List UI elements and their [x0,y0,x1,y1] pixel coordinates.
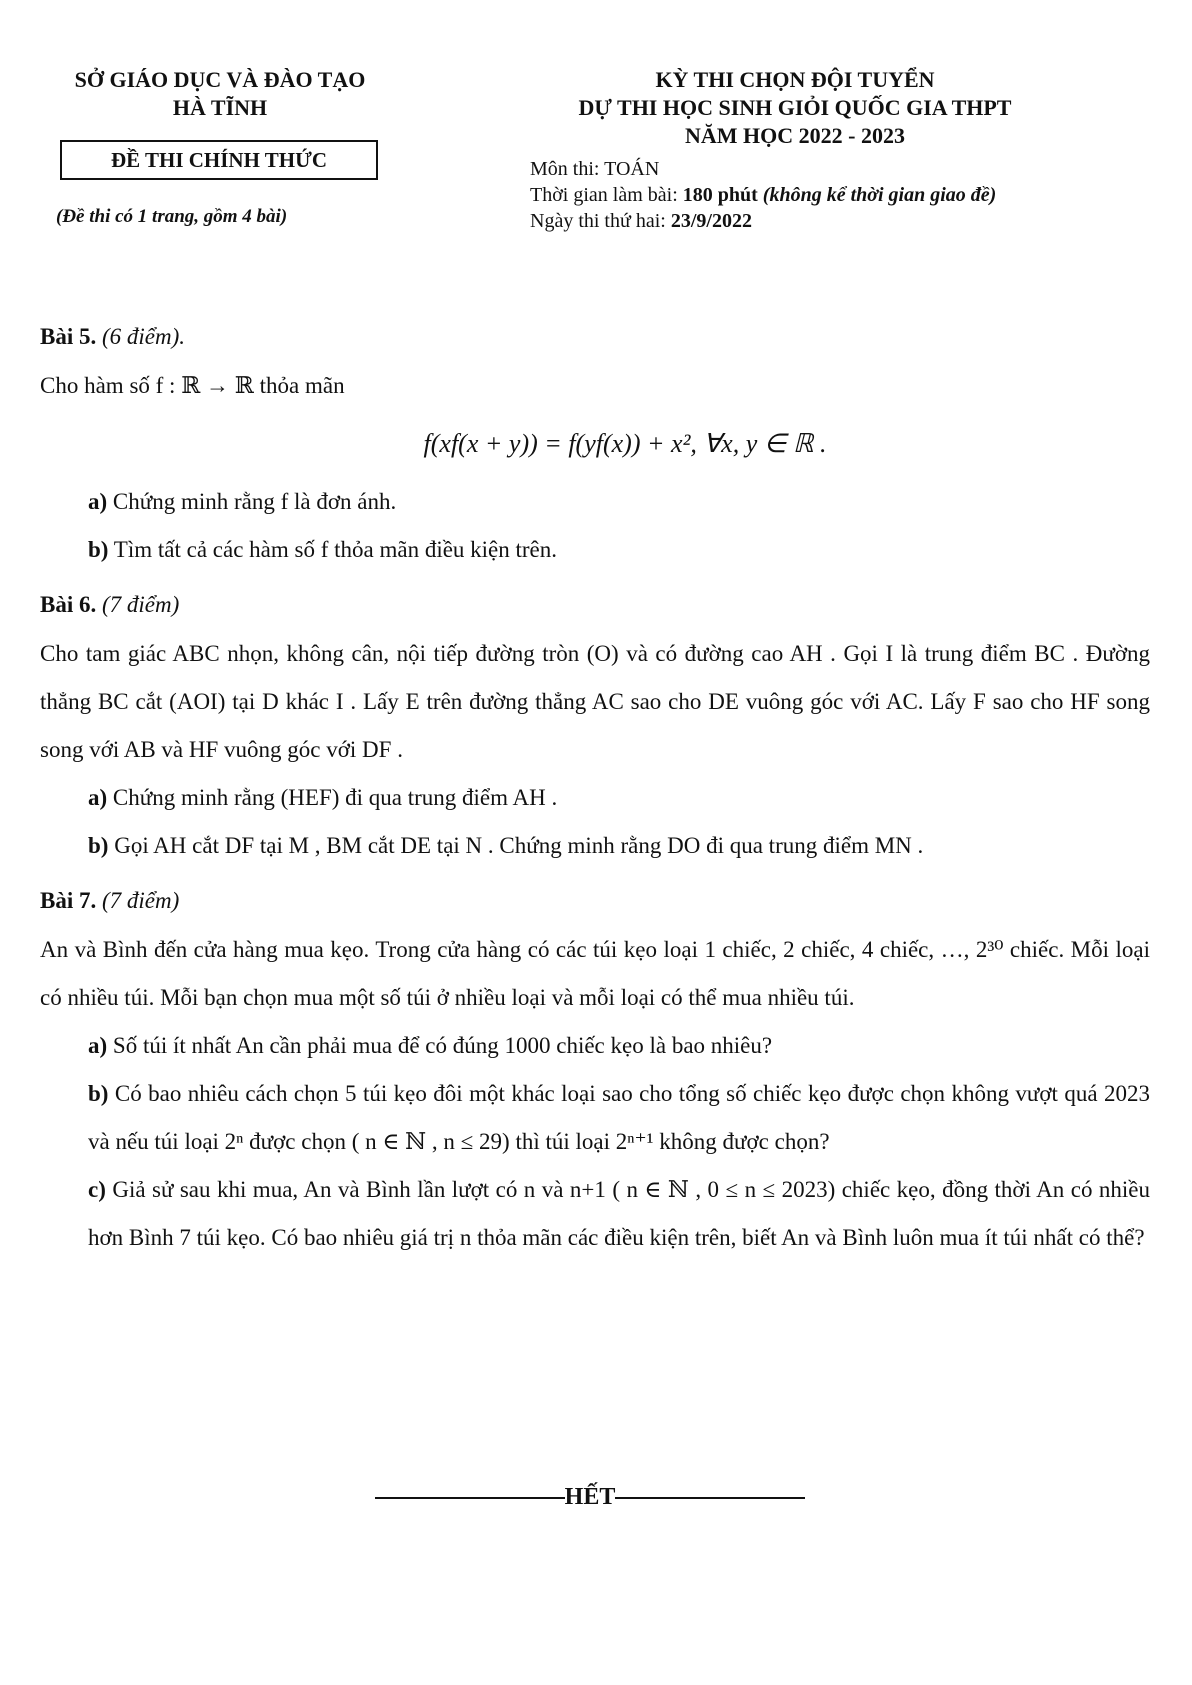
problem-7-number: Bài 7. [40,888,97,913]
problem-5-number: Bài 5. [40,324,97,349]
part-label: c) [88,1177,106,1202]
time-line [530,184,996,207]
part-text: Tìm tất cả các hàm số f thỏa mãn điều kiện trên. [113,537,558,562]
problem-7-part-a [40,1022,1150,1070]
page-count-note: (Đề thi có 1 trang, gồm 4 bài) [56,206,288,227]
school-year: NĂM HỌC 2022 - 2023 [685,123,905,148]
problem-7-intro: An và Bình đến cửa hàng mua kẹo. Trong cửa hàng có các túi kẹo loại 1 chiếc, 2 chiếc, 4 chiếc, …, 2³⁰ chiếc. Mỗi loại có nhiều túi. Mỗi bạn chọn mua một số túi ở nhiều loại và mỗi loại có thể mua nhiều túi. [40,937,1150,1010]
part-text: Chứng minh rằng (HEF) đi qua trung điểm AH . [112,785,558,810]
problem-6-points: (7 điểm) [101,592,180,617]
part-label: a) [88,1033,108,1058]
header-left [40,66,400,122]
part-label: b) [88,833,109,858]
part-text: Chứng minh rằng f là đơn ánh. [112,489,397,514]
date-line [530,210,752,233]
exam-title-line-1: KỲ THI CHỌN ĐỘI TUYỂN [655,67,935,92]
part-label: a) [88,489,108,514]
part-text: Giả sử sau khi mua, An và Bình lần lượt có n và n+1 ( n ∈ ℕ , 0 ≤ n ≤ 2023) chiếc kẹo, đồng thời An có nhiều hơn Bình 7 túi kẹo. Có bao nhiêu giá trị n thỏa mãn các điều kiện trên, biết An và Bình luôn mua ít túi nhất có thể? [88,1177,1150,1250]
problem-7-part-c [40,1166,1150,1262]
org-line-2: HÀ TĨNH [172,95,268,120]
time-value: 180 phút [682,184,758,206]
part-text: Số túi ít nhất An cần phải mua để có đúng 1000 chiếc kẹo là bao nhiêu? [112,1033,773,1058]
divider-left [375,1497,565,1499]
org-line-1: SỞ GIÁO DỤC VÀ ĐÀO TẠO [74,67,366,92]
part-text: Có bao nhiêu cách chọn 5 túi kẹo đôi một khác loại sao cho tổng số chiếc kẹo được chọn không vượt quá 2023 và nếu túi loại 2ⁿ được chọn ( n ∈ ℕ , n ≤ 29) thì túi loại 2ⁿ⁺¹ không được chọn? [88,1081,1150,1154]
date-value: 23/9/2022 [670,210,752,232]
problem-5-points: (6 điểm). [101,324,186,349]
problem-6-title [40,588,1150,622]
problem-7-points: (7 điểm) [101,888,180,913]
problem-5-intro: Cho hàm số f : ℝ → ℝ thỏa mãn [40,373,345,398]
exam-title-line-2: DỰ THI HỌC SINH GIỎI QUỐC GIA THPT [578,95,1012,120]
time-label: Thời gian làm bài: [530,184,683,206]
problem-6-number: Bài 6. [40,592,97,617]
end-marker [360,1484,820,1511]
time-note: (không kể thời gian giao đề) [757,184,997,206]
part-label: b) [88,1081,109,1106]
divider-right [615,1497,805,1499]
problem-5-formula: f(xf(x + y)) = f(yf(x)) + x², ∀x, y ∈ ℝ . [423,429,827,458]
problem-7-title [40,884,1150,918]
end-text: HẾT [564,1484,616,1510]
problem-5-part-a [40,478,1150,526]
header-right [530,66,1090,232]
problem-5-title [40,320,1150,354]
problem-7-part-b [40,1070,1150,1166]
part-label: a) [88,785,108,810]
subject-label: Môn thi: [530,158,605,180]
part-label: b) [88,537,109,562]
subject-value: TOÁN [604,158,660,180]
problem-5-part-b [40,526,1150,574]
official-exam-box: ĐỀ THI CHÍNH THỨC [60,140,378,180]
problem-6-part-b [40,822,1150,870]
date-label: Ngày thi thứ hai: [530,210,671,232]
subject-line [530,158,659,181]
part-text: Gọi AH cắt DF tại M , BM cắt DE tại N . Chứng minh rằng DO đi qua trung điểm MN . [114,833,924,858]
exam-body [40,320,1150,1262]
problem-6-part-a [40,774,1150,822]
problem-6-intro: Cho tam giác ABC nhọn, không cân, nội tiếp đường tròn (O) và có đường cao AH . Gọi I là trung điểm BC . Đường thẳng BC cắt (AOI) tại D khác I . Lấy E trên đường thẳng AC sao cho DE vuông góc với AC. Lấy F sao cho HF song song với AB và HF vuông góc với DF . [40,641,1150,762]
